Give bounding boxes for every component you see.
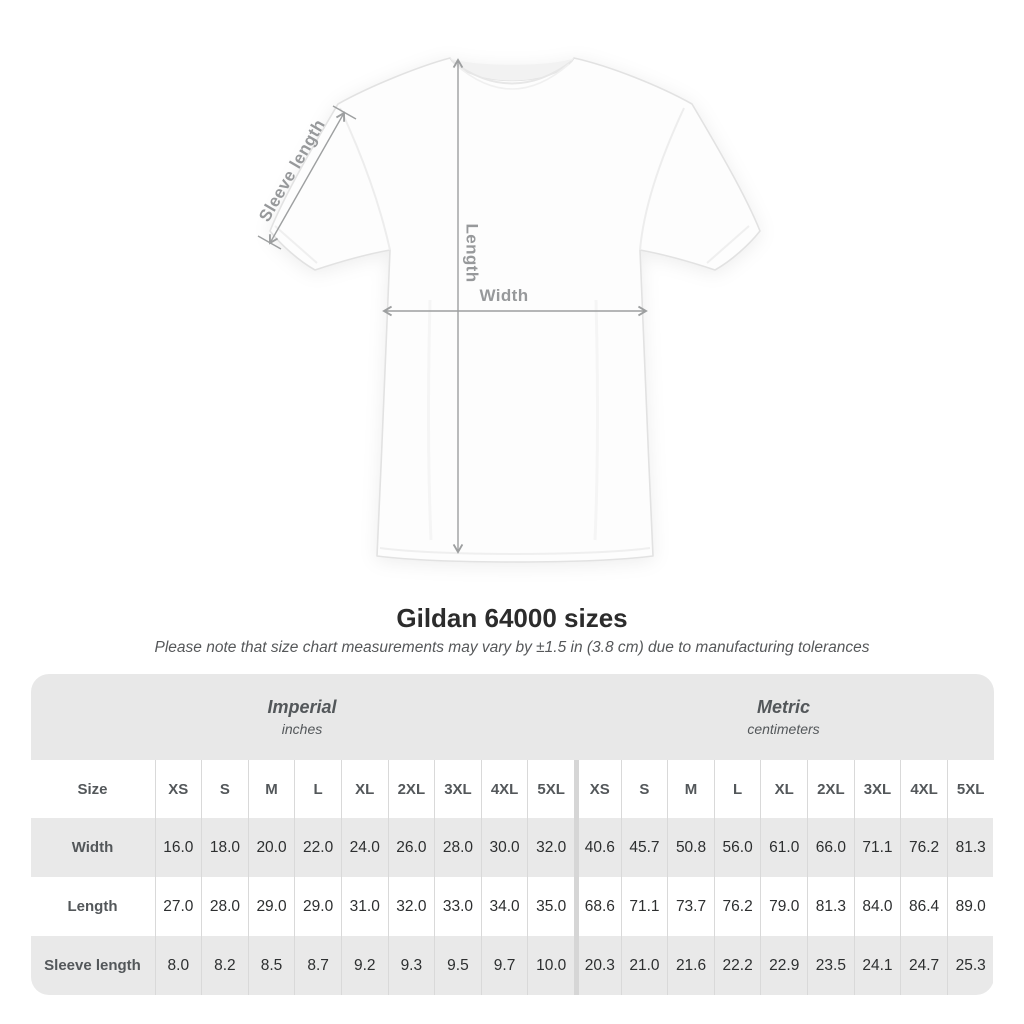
value-cell: 35.0 — [527, 877, 574, 936]
row-label: Sleeve length — [31, 936, 155, 995]
value-cell: 84.0 — [854, 877, 901, 936]
size-chart-heading — [0, 603, 1024, 657]
value-cell: 32.0 — [527, 818, 574, 877]
value-cell: 20.3 — [574, 936, 621, 995]
row-label: Width — [31, 818, 155, 877]
value-cell: 29.0 — [294, 877, 341, 936]
metric-group-unit: centimeters — [747, 721, 820, 737]
value-cell: 8.7 — [294, 936, 341, 995]
value-cell: 33.0 — [434, 877, 481, 936]
value-cell: 71.1 — [621, 877, 668, 936]
size-header-cell: L — [294, 760, 341, 818]
value-cell: 86.4 — [900, 877, 947, 936]
size-table — [31, 674, 994, 995]
measurement-row — [31, 818, 994, 877]
value-cell: 81.3 — [947, 818, 994, 877]
size-header-cell: 4XL — [900, 760, 947, 818]
tolerance-note: Please note that size chart measurements may vary by ±1.5 in (3.8 cm) due to manufacturing tolerances — [154, 639, 870, 656]
value-cell: 8.5 — [248, 936, 295, 995]
value-cell: 9.2 — [341, 936, 388, 995]
size-header-cell: 3XL — [434, 760, 481, 818]
value-cell: 30.0 — [481, 818, 528, 877]
value-cell: 31.0 — [341, 877, 388, 936]
value-cell: 76.2 — [900, 818, 947, 877]
value-cell: 25.3 — [947, 936, 994, 995]
imperial-group-header — [31, 674, 574, 760]
size-header-cell: 5XL — [947, 760, 994, 818]
metric-group-title: Metric — [756, 697, 810, 717]
size-header-cell: XS — [155, 760, 202, 818]
value-cell: 24.7 — [900, 936, 947, 995]
row-label: Length — [67, 898, 118, 915]
value-cell: 16.0 — [155, 818, 202, 877]
size-header-row — [31, 760, 994, 818]
size-header-cell: S — [621, 760, 668, 818]
value-cell: 68.6 — [574, 877, 621, 936]
value-cell: 66.0 — [807, 818, 854, 877]
size-table-body — [31, 760, 994, 995]
value-cell: 34.0 — [481, 877, 528, 936]
value-cell: 79.0 — [760, 877, 807, 936]
value-cell: 26.0 — [388, 818, 435, 877]
value-cell: 29.0 — [248, 877, 295, 936]
value-cell: 9.3 — [388, 936, 435, 995]
value-cell: 28.0 — [201, 877, 248, 936]
sleeve-length-label: Sleeve length — [255, 116, 330, 225]
value-cell: 10.0 — [527, 936, 574, 995]
size-header-cell: L — [714, 760, 761, 818]
value-cell: 61.0 — [760, 818, 807, 877]
value-cell: 21.6 — [667, 936, 714, 995]
measurement-row — [31, 936, 994, 995]
value-cell: 27.0 — [155, 877, 202, 936]
measurement-row — [31, 877, 994, 936]
value-cell: 18.0 — [201, 818, 248, 877]
page-title: Gildan 64000 sizes — [396, 603, 628, 633]
value-cell: 21.0 — [621, 936, 668, 995]
value-cell: 76.2 — [714, 877, 761, 936]
width-label: Width — [479, 286, 529, 305]
tshirt-image — [270, 58, 760, 562]
value-cell: 22.0 — [294, 818, 341, 877]
value-cell: 22.2 — [714, 936, 761, 995]
value-cell: 9.5 — [434, 936, 481, 995]
imperial-group-title: Imperial — [267, 697, 337, 717]
size-header-cell: XS — [574, 760, 621, 818]
size-header-cell: 3XL — [854, 760, 901, 818]
size-header-cell: XL — [341, 760, 388, 818]
value-cell: 45.7 — [621, 818, 668, 877]
unit-group-header — [31, 674, 994, 760]
value-cell: 71.1 — [854, 818, 901, 877]
value-cell: 50.8 — [667, 818, 714, 877]
size-header-cell: XL — [760, 760, 807, 818]
length-label: Length — [462, 223, 482, 283]
value-cell: 24.1 — [854, 936, 901, 995]
value-cell: 9.7 — [481, 936, 528, 995]
value-cell: 32.0 — [388, 877, 435, 936]
size-header-cell: 2XL — [388, 760, 435, 818]
value-cell: 24.0 — [341, 818, 388, 877]
value-cell: 56.0 — [714, 818, 761, 877]
value-cell: 8.0 — [155, 936, 202, 995]
size-header-cell: S — [201, 760, 248, 818]
size-header-cell: 4XL — [481, 760, 528, 818]
value-cell: 40.6 — [574, 818, 621, 877]
size-header-cell: 2XL — [807, 760, 854, 818]
metric-group-header — [574, 674, 994, 760]
value-cell: 89.0 — [947, 877, 994, 936]
value-cell: 20.0 — [248, 818, 295, 877]
size-column-header: Size — [77, 780, 108, 798]
value-cell: 22.9 — [760, 936, 807, 995]
value-cell: 81.3 — [807, 877, 854, 936]
value-cell: 8.2 — [201, 936, 248, 995]
value-cell: 23.5 — [807, 936, 854, 995]
size-header-cell: M — [248, 760, 295, 818]
imperial-group-unit: inches — [281, 721, 323, 737]
value-cell: 73.7 — [667, 877, 714, 936]
value-cell: 28.0 — [434, 818, 481, 877]
size-header-cell: 5XL — [527, 760, 574, 818]
size-header-cell: M — [667, 760, 714, 818]
